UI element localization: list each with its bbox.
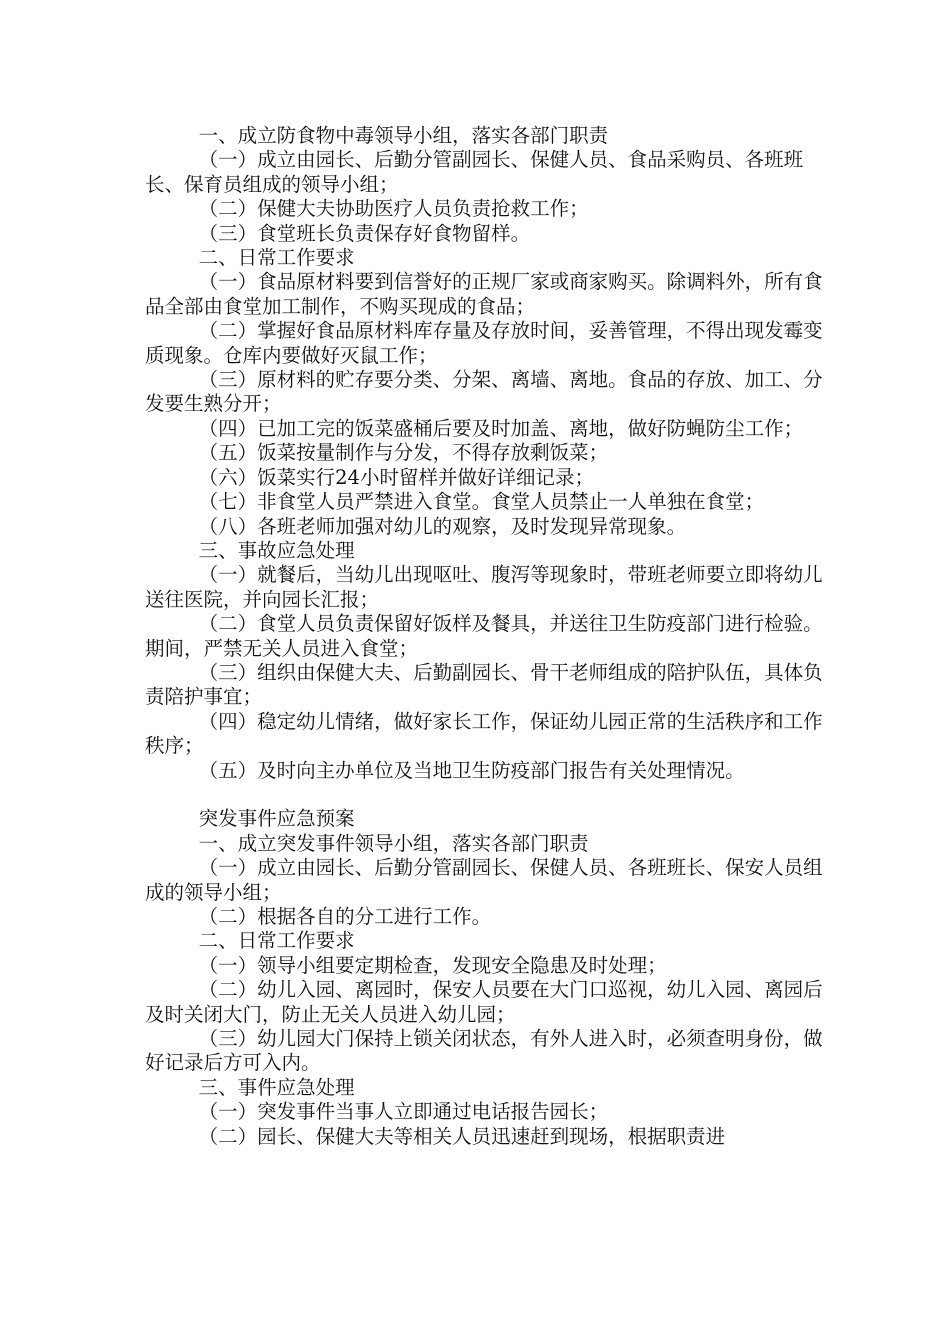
paragraph: （二）食堂人员负责保留好饭样及餐具，并送往卫生防疫部门进行检验。期间，严禁无关人员进入食堂； (145, 612, 823, 660)
document-page (145, 124, 825, 1149)
paragraph: （二）根据各自的分工进行工作。 (198, 904, 492, 928)
heading-1: 一、成立防食物中毒领导小组，落实各部门职责 (198, 124, 609, 147)
paragraph: （二）幼儿入园、离园时，保安人员要在大门口巡视，幼儿入园、离园后及时关闭大门，防止无关人员进入幼儿园； (145, 978, 823, 1026)
paragraph: （三）食堂班长负责保存好食物留样。 (198, 221, 531, 245)
section-title: 突发事件应急预案 (198, 807, 355, 831)
heading-3: 三、事故应急处理 (198, 538, 355, 562)
paragraph: （五）饭菜按量制作与分发，不得存放剩饭菜； (198, 441, 609, 465)
paragraph: （七）非食堂人员严禁进入食堂。食堂人员禁止一人单独在食堂； (198, 490, 765, 514)
paragraph: （四）已加工完的饭菜盛桶后要及时加盖、离地，做好防蝇防尘工作； (198, 416, 804, 440)
heading-3: 三、事件应急处理 (198, 1075, 355, 1099)
paragraph: （五）及时向主办单位及当地卫生防疫部门报告有关处理情况。 (198, 758, 745, 782)
paragraph: （八）各班老师加强对幼儿的观察，及时发现异常现象。 (198, 514, 687, 538)
paragraph: （六）饭菜实行24小时留样并做好详细记录； (198, 465, 594, 489)
paragraph: （一）成立由园长、后勤分管副园长、保健人员、各班班长、保安人员组成的领导小组； (145, 856, 823, 904)
paragraph: （一）突发事件当事人立即通过电话报告园长； (198, 1100, 609, 1124)
paragraph: （二）掌握好食品原材料库存量及存放时间，妥善管理，不得出现发霉变质现象。仓库内要做好灭鼠工作； (145, 319, 823, 367)
heading-2: 二、日常工作要求 (198, 246, 355, 270)
paragraph: （一）就餐后，当幼儿出现呕吐、腹泻等现象时，带班老师要立即将幼儿送往医院，并向园长汇报； (145, 563, 823, 611)
paragraph: （三）幼儿园大门保持上锁关闭状态，有外人进入时，必须查明身份，做好记录后方可入内。 (145, 1027, 823, 1075)
paragraph: （四）稳定幼儿情绪，做好家长工作，保证幼儿园正常的生活秩序和工作秩序； (145, 709, 823, 758)
paragraph: （三）原材料的贮存要分类、分架、离墙、离地。食品的存放、加工、分发要生熟分开； (145, 368, 823, 416)
paragraph: （一）成立由园长、后勤分管副园长、保健人员、食品采购员、各班班长、保育员组成的领导小组； (145, 148, 804, 196)
paragraph: （一）食品原材料要到信誉好的正规厂家或商家购买。除调料外，所有食品全部由食堂加工制作，不购买现成的食品； (145, 270, 823, 318)
heading-2: 二、日常工作要求 (198, 929, 355, 953)
paragraph: （一）领导小组要定期检查，发现安全隐患及时处理； (198, 953, 667, 977)
paragraph: （二）园长、保健大夫等相关人员迅速赶到现场，根据职责进 (198, 1124, 726, 1148)
blank-line (145, 783, 825, 807)
paragraph: （二）保健大夫协助医疗人员负责抢救工作； (198, 197, 589, 221)
heading-1: 一、成立突发事件领导小组，落实各部门职责 (198, 831, 589, 855)
paragraph: （三）组织由保健大夫、后勤副园长、骨干老师组成的陪护队伍，具体负责陪护事宜； (145, 660, 823, 709)
